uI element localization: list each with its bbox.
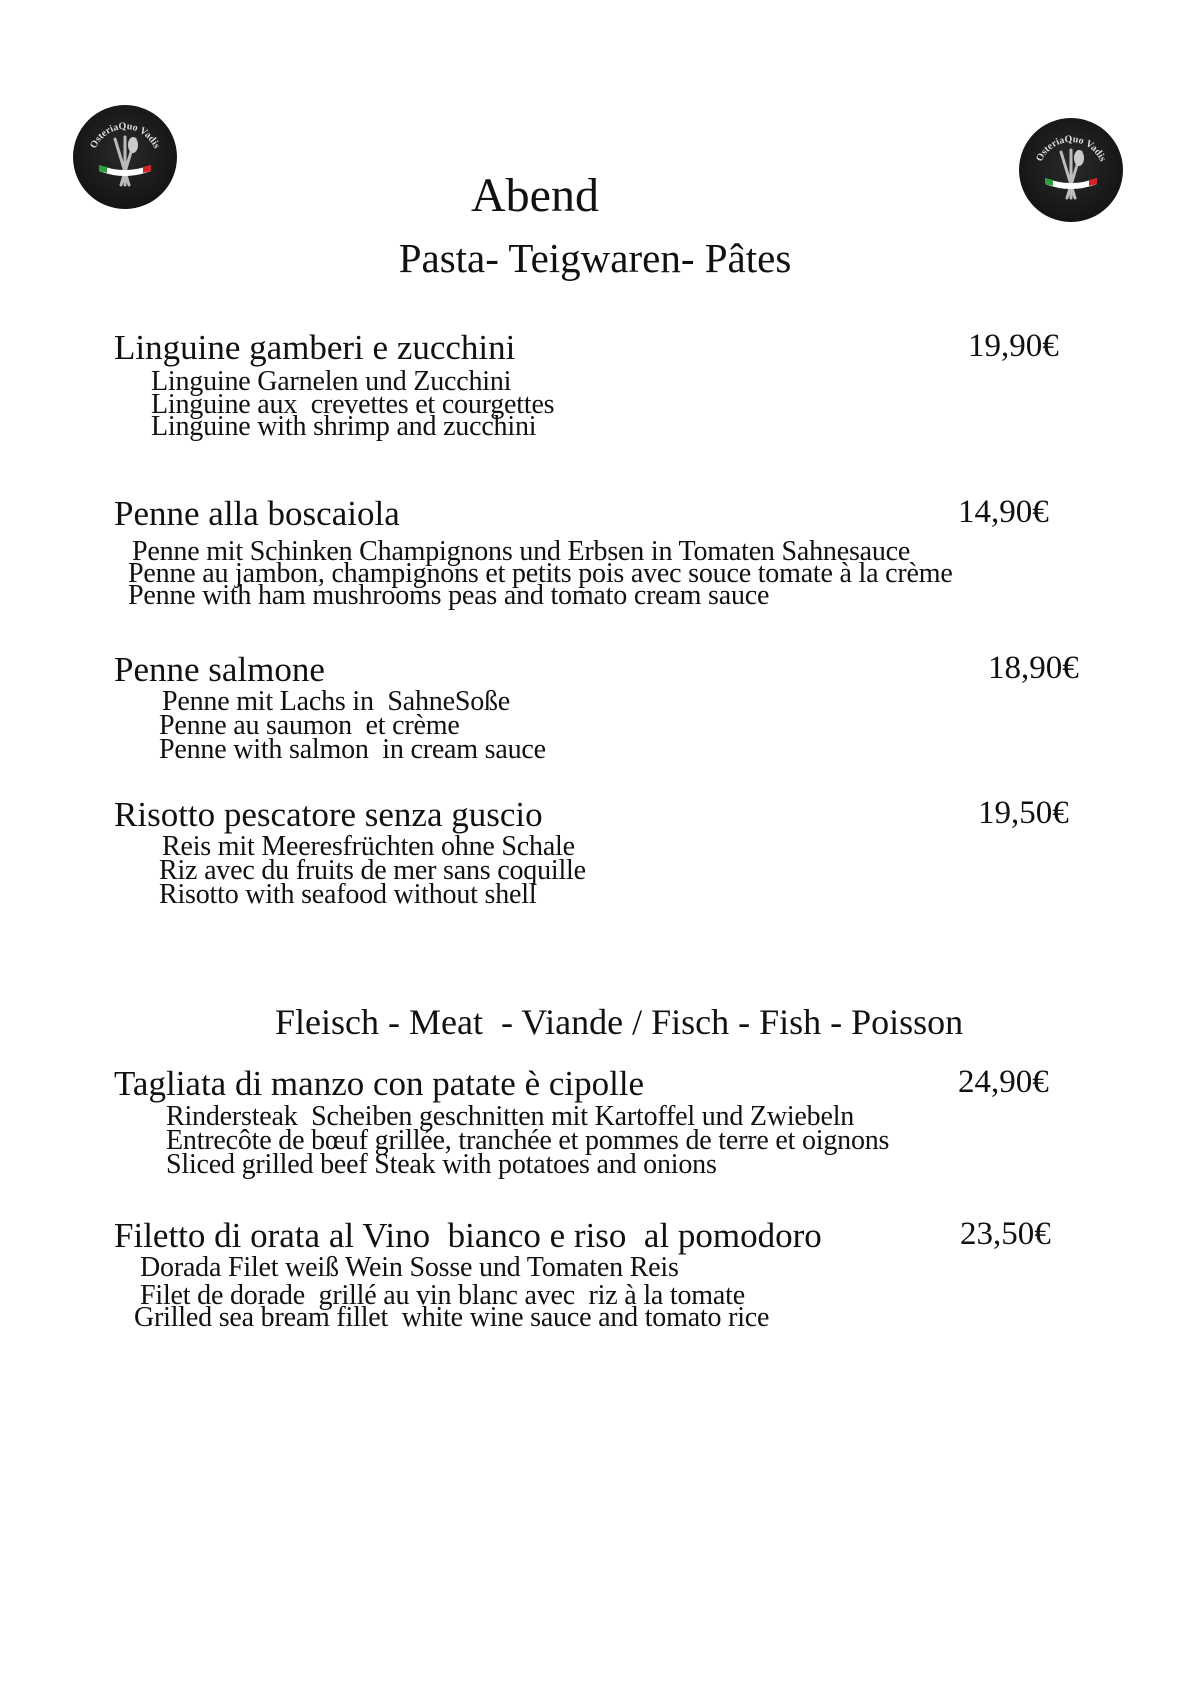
dish-description-de: Penne mit Lachs in SahneSoße <box>162 686 511 717</box>
dish-description-fr: Entrecôte de bœuf grillée, tranchée et pommes de terre et oignons <box>166 1125 890 1156</box>
dish-description-en: Sliced grilled beef Steak with potatoes and onions <box>166 1149 717 1180</box>
dish-description-de: Dorada Filet weiß Wein Sosse und Tomaten Reis <box>140 1252 679 1283</box>
dish-description-en: Penne with salmon in cream sauce <box>159 734 546 765</box>
dish-price: 19,90€ <box>968 328 1059 364</box>
dish-description-de: Linguine Garnelen und Zucchini <box>151 366 512 397</box>
dish-price: 23,50€ <box>960 1216 1051 1252</box>
dish-price: 18,90€ <box>988 650 1079 686</box>
dish-name: Linguine gamberi e zucchini <box>114 328 516 367</box>
dish-description-de: Rindersteak Scheiben geschnitten mit Kartoffel und Zwiebeln <box>166 1101 855 1132</box>
dish-description-en: Linguine with shrimp and zucchini <box>151 411 537 442</box>
dish-description-fr: Filet de dorade grillé au vin blanc avec riz à la tomate <box>140 1280 745 1311</box>
dish-name: Filetto di orata al Vino bianco e riso al pomodoro <box>114 1216 822 1255</box>
dish-description-en: Risotto with seafood without shell <box>159 879 537 910</box>
dish-description-de: Penne mit Schinken Champignons und Erbsen in Tomaten Sahnesauce <box>132 536 911 567</box>
dish-price: 24,90€ <box>958 1064 1049 1100</box>
dish-description-de: Reis mit Meeresfrüchten ohne Schale <box>162 831 575 862</box>
dish-price: 19,50€ <box>978 795 1069 831</box>
dish-description-en: Penne with ham mushrooms peas and tomato cream sauce <box>128 580 770 611</box>
dish-description-fr: Penne au jambon, champignons et petits pois avec souce tomate à la crème <box>128 558 953 589</box>
dish-name: Tagliata di manzo con patate è cipolle <box>114 1064 645 1103</box>
section-title-pasta: Pasta- Teigwaren- Pâtes <box>398 235 792 281</box>
section-title-meat-fish: Fleisch - Meat - Viande / Fisch - Fish - Poisson <box>275 1002 964 1042</box>
dish-description-fr: Linguine aux crevettes et courgettes <box>151 389 555 420</box>
dish-description-fr: Riz avec du fruits de mer sans coquille <box>159 855 586 886</box>
dish-name: Risotto pescatore senza guscio <box>114 795 543 834</box>
page-title: Abend <box>471 169 599 222</box>
dish-description-fr: Penne au saumon et crème <box>159 710 460 741</box>
svg-text:OsteriaQuo Vadis: OsteriaQuo Vadis <box>1034 133 1108 164</box>
dish-name: Penne salmone <box>114 650 325 689</box>
dish-description-en: Grilled sea bream fillet white wine sauce and tomato rice <box>134 1302 770 1333</box>
svg-text:OsteriaQuo Vadis: OsteriaQuo Vadis <box>88 120 162 151</box>
dish-price: 14,90€ <box>958 494 1049 530</box>
dish-name: Penne alla boscaiola <box>114 494 400 533</box>
